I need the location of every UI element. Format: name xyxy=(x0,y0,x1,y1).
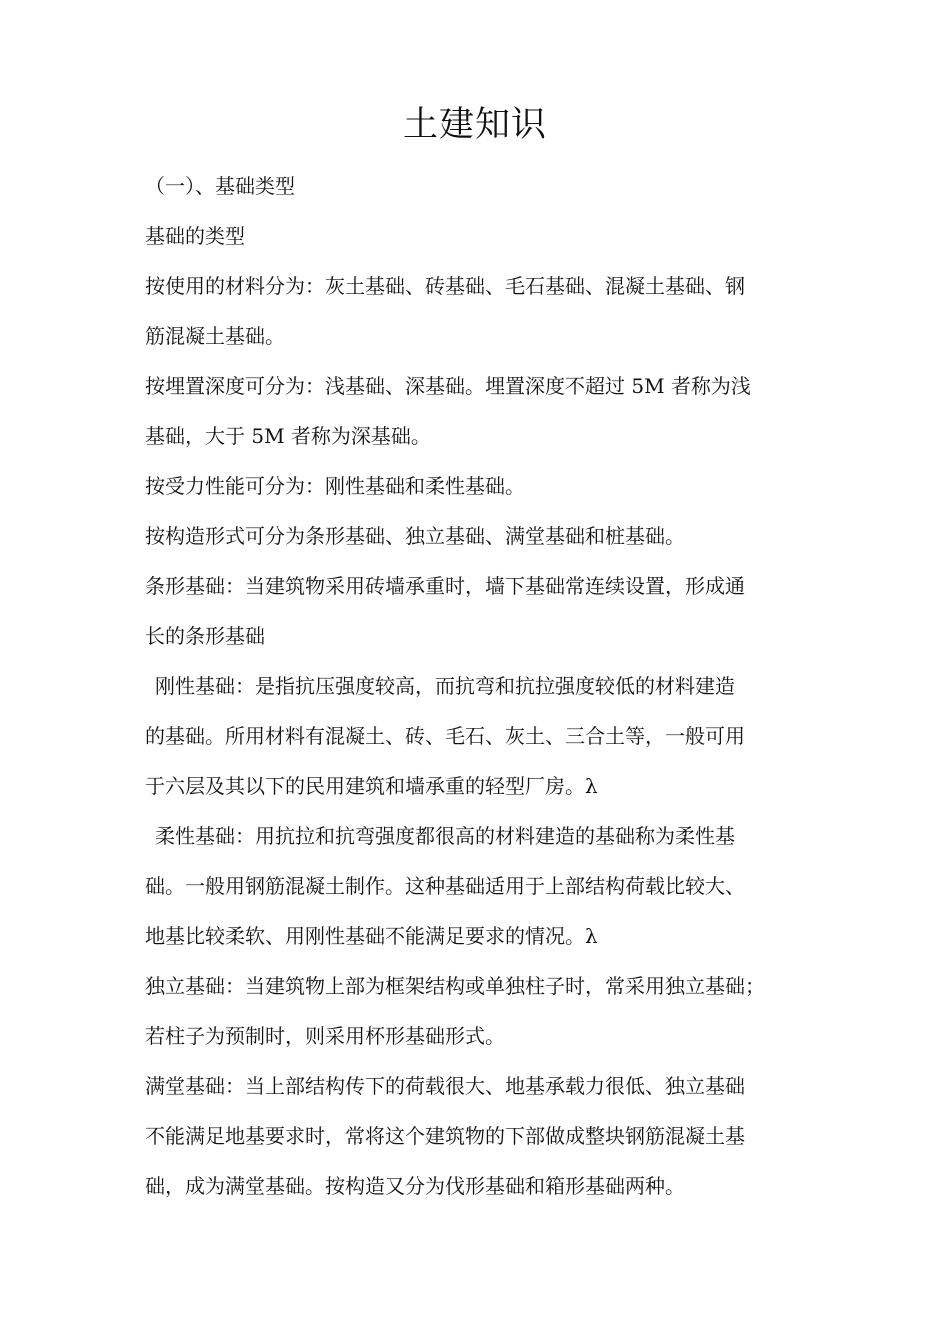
paragraph-line: 筋混凝土基础。 xyxy=(145,324,285,348)
paragraph-line: 条形基础：当建筑物采用砖墙承重时，墙下基础常连续设置，形成通 xyxy=(145,574,745,598)
paragraph-line: 刚性基础：是指抗压强度较高，而抗弯和抗拉强度较低的材料建造 xyxy=(155,674,735,698)
paragraph-line: 若柱子为预制时，则采用杯形基础形式。 xyxy=(145,1024,505,1048)
paragraph-line: 按埋置深度可分为：浅基础、深基础。埋置深度不超过 5M 者称为浅 xyxy=(145,374,751,398)
paragraph-line: 地基比较柔软、用刚性基础不能满足要求的情况。λ xyxy=(145,924,598,948)
paragraph-line: 基础，大于 5M 者称为深基础。 xyxy=(145,424,431,448)
document-body xyxy=(145,161,810,1211)
section-heading: （一）、基础类型 xyxy=(145,174,295,198)
paragraph-line: 独立基础：当建筑物上部为框架结构或单独柱子时，常采用独立基础； xyxy=(145,974,765,998)
paragraph-line: 按使用的材料分为：灰土基础、砖基础、毛石基础、混凝土基础、钢 xyxy=(145,274,745,298)
paragraph-line: 满堂基础：当上部结构传下的荷载很大、地基承载力很低、独立基础 xyxy=(145,1074,745,1098)
document-title: 土建知识 xyxy=(402,105,547,145)
paragraph-line: 按构造形式可分为条形基础、独立基础、满堂基础和桩基础。 xyxy=(145,524,685,548)
paragraph-line: 的基础。所用材料有混凝土、砖、毛石、灰土、三合土等，一般可用 xyxy=(145,724,745,748)
paragraph-line: 长的条形基础 xyxy=(145,624,265,648)
paragraph-line: 不能满足地基要求时，常将这个建筑物的下部做成整块钢筋混凝土基 xyxy=(145,1124,745,1148)
paragraph-line: 础，成为满堂基础。按构造又分为伐形基础和箱形基础两种。 xyxy=(145,1174,685,1198)
paragraph-line: 于六层及其以下的民用建筑和墙承重的轻型厂房。λ xyxy=(145,774,598,798)
paragraph-line: 柔性基础：用抗拉和抗弯强度都很高的材料建造的基础称为柔性基 xyxy=(155,824,735,848)
paragraph-line: 础。一般用钢筋混凝土制作。这种基础适用于上部结构荷载比较大、 xyxy=(145,874,745,898)
paragraph-line: 按受力性能可分为：刚性基础和柔性基础。 xyxy=(145,474,525,498)
subheading-foundation-types: 基础的类型 xyxy=(145,224,245,248)
